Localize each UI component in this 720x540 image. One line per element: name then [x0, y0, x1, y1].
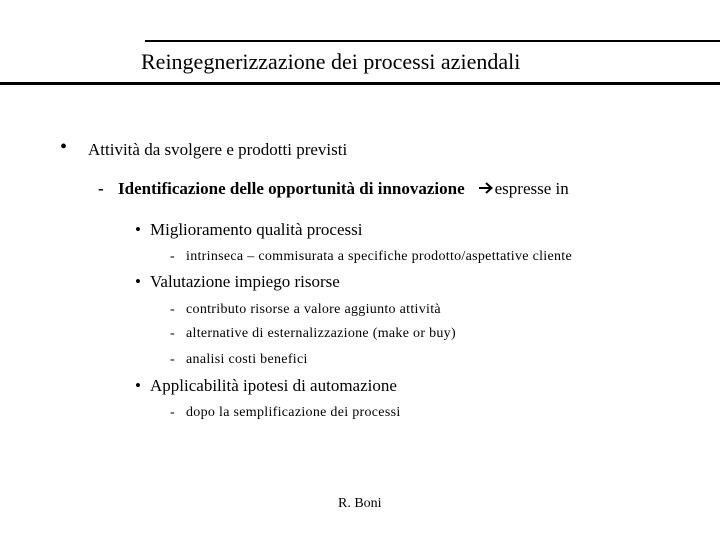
dash-marker: - — [98, 179, 104, 198]
item-marker: • — [135, 220, 141, 239]
title-rule-bottom — [0, 82, 720, 85]
slide-title: Reingegnerizzazione dei processi aziendali — [141, 49, 521, 74]
item-marker: • — [135, 272, 141, 291]
subitem-marker: - — [170, 302, 175, 317]
subitem-text: analisi costi benefici — [186, 352, 308, 367]
bullet-text: Attività da svolgere e prodotti previsti — [88, 140, 348, 159]
item-marker: • — [135, 376, 141, 395]
subitem-marker: - — [170, 249, 175, 264]
subitem-text: contributo risorse a valore aggiunto attività — [186, 302, 441, 317]
title-rule-top — [145, 40, 720, 42]
bullet-marker: • — [60, 136, 68, 158]
subitem-marker: - — [170, 405, 175, 420]
subbullet-suffix: espresse in — [494, 179, 569, 198]
item-label: Applicabilità ipotesi di automazione — [150, 376, 397, 395]
item-label: Miglioramento qualità processi — [150, 220, 363, 239]
footer-author: R. Boni — [338, 496, 382, 511]
subitem-text: intrinseca – commisurata a specifiche prodotto/aspettative cliente — [186, 249, 572, 264]
right-arrow-icon — [479, 181, 493, 199]
subitem-text: dopo la semplificazione dei processi — [186, 405, 401, 420]
item-label: Valutazione impiego risorse — [150, 272, 340, 291]
subitem-marker: - — [170, 326, 175, 341]
subitem-marker: - — [170, 352, 175, 367]
subbullet-text: Identificazione delle opportunità di innovazione — [118, 179, 465, 198]
subbullet-line — [118, 179, 569, 199]
subitem-text: alternative di esternalizzazione (make or buy) — [186, 326, 456, 341]
